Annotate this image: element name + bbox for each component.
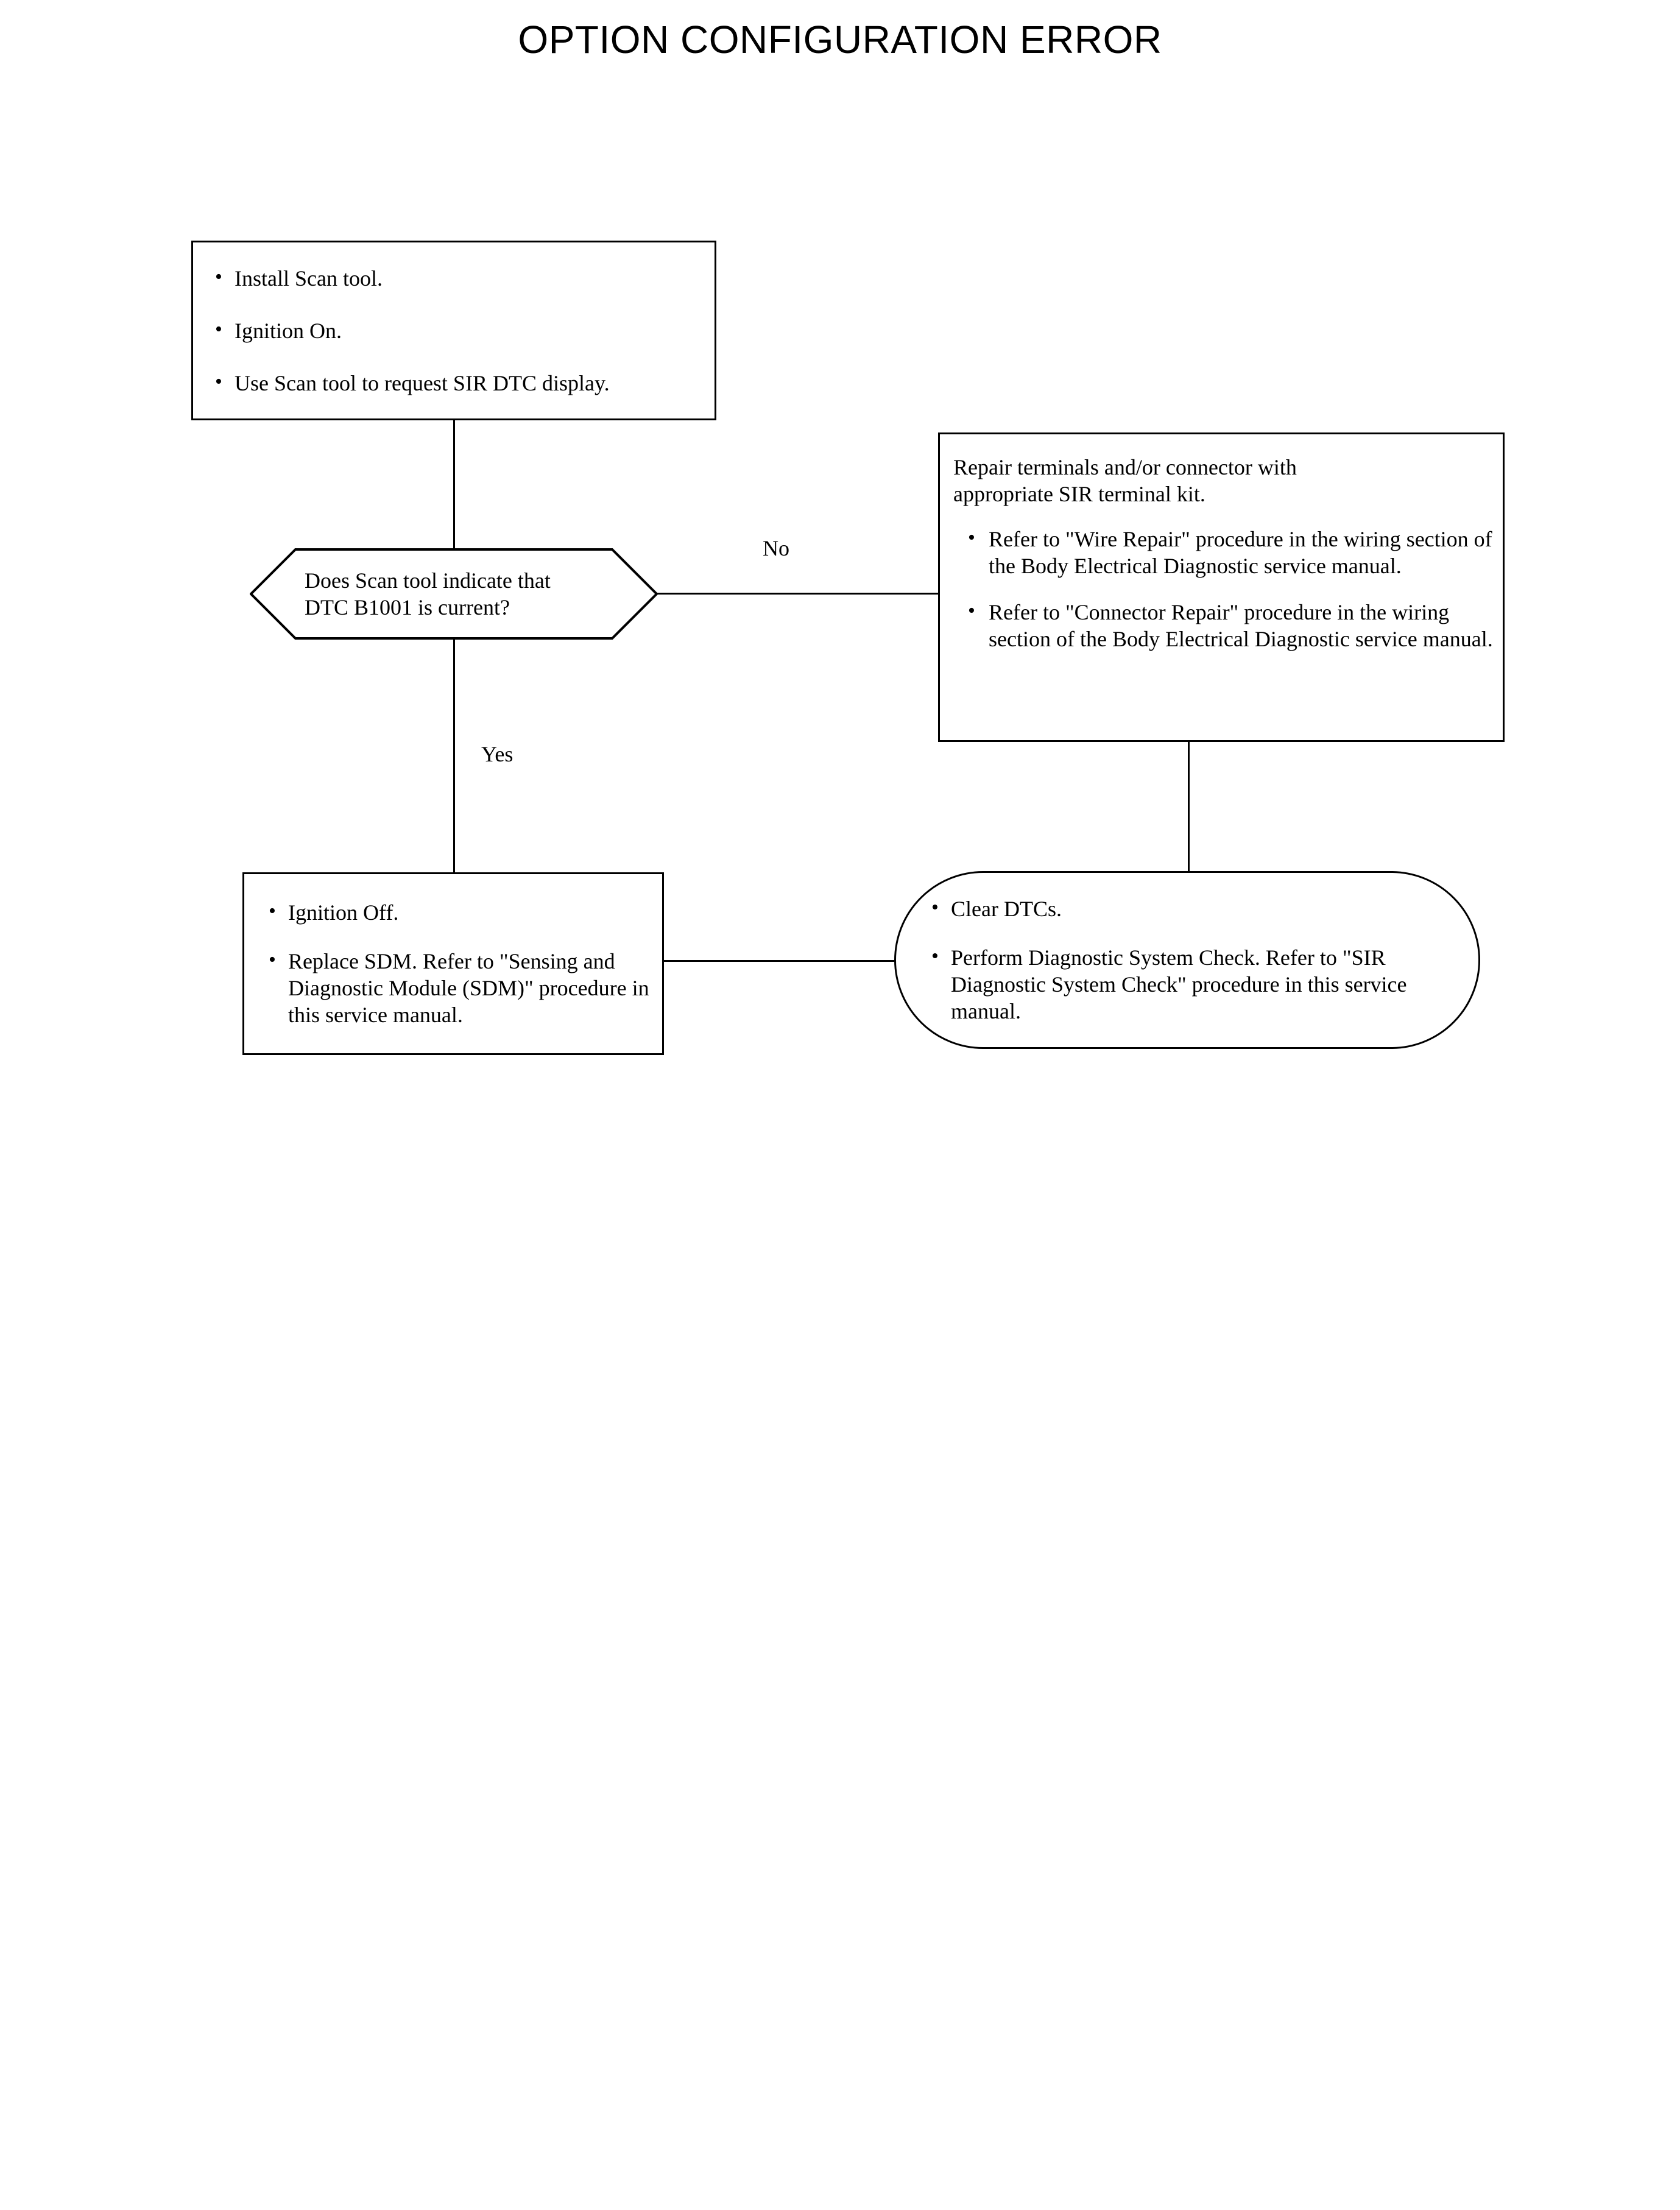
edge-label-yes: Yes (481, 742, 514, 766)
clear-dtcs-content (896, 873, 1478, 1047)
repair-terminals-bullets (940, 526, 1503, 652)
page-title: OPTION CONFIGURATION ERROR (518, 18, 1162, 62)
replace-sdm-content (244, 874, 662, 1053)
edge-no-branch (657, 593, 939, 595)
replace-sdm-step (242, 872, 664, 1055)
edge-sdm-to-clear (664, 960, 920, 962)
edge-install-to-decision (453, 420, 455, 549)
list-item: • Refer to "Wire Repair" procedure in the wiring section of the Body Electrical Diagnostic service manual. (955, 526, 1503, 579)
repair-terminals-lead (940, 454, 1503, 507)
list-item: • Use Scan tool to request SIR DTC display. (202, 370, 715, 397)
edge-label-no: No (763, 536, 789, 560)
repair-terminals-step (938, 432, 1505, 742)
list-item: • Perform Diagnostic System Check. Refer to "SIR Diagnostic System Check" procedure in this service manual. (918, 944, 1460, 1025)
list-item: • Ignition On. (202, 317, 715, 344)
decision-line-1: Does Scan tool indicate that (305, 568, 551, 593)
dtc-b1001-decision (250, 548, 658, 640)
repair-terminals-content (940, 434, 1503, 740)
list-item: • Replace SDM. Refer to "Sensing and Diagnostic Module (SDM)" procedure in this service manual. (255, 948, 652, 1028)
install-scan-tool-content (193, 242, 715, 418)
list-item: • Clear DTCs. (918, 895, 1460, 922)
install-scan-tool-step (191, 241, 716, 420)
clear-dtcs-bullets (896, 895, 1478, 1025)
install-scan-tool-bullets (193, 265, 715, 397)
list-item: • Install Scan tool. (202, 265, 715, 292)
decision-text (305, 548, 621, 640)
edge-yes-branch (453, 640, 455, 874)
replace-sdm-bullets (244, 899, 662, 1028)
decision-line-2: DTC B1001 is current? (305, 595, 510, 620)
list-item: • Refer to "Connector Repair" procedure in the wiring section of the Body Electrical Diagnostic service manual. (955, 599, 1503, 652)
list-item: • Ignition Off. (255, 899, 652, 926)
repair-lead-line-1: Repair terminals and/or connector with (953, 455, 1297, 479)
clear-dtcs-terminator (894, 871, 1480, 1049)
repair-lead-line-2: appropriate SIR terminal kit. (953, 482, 1205, 506)
